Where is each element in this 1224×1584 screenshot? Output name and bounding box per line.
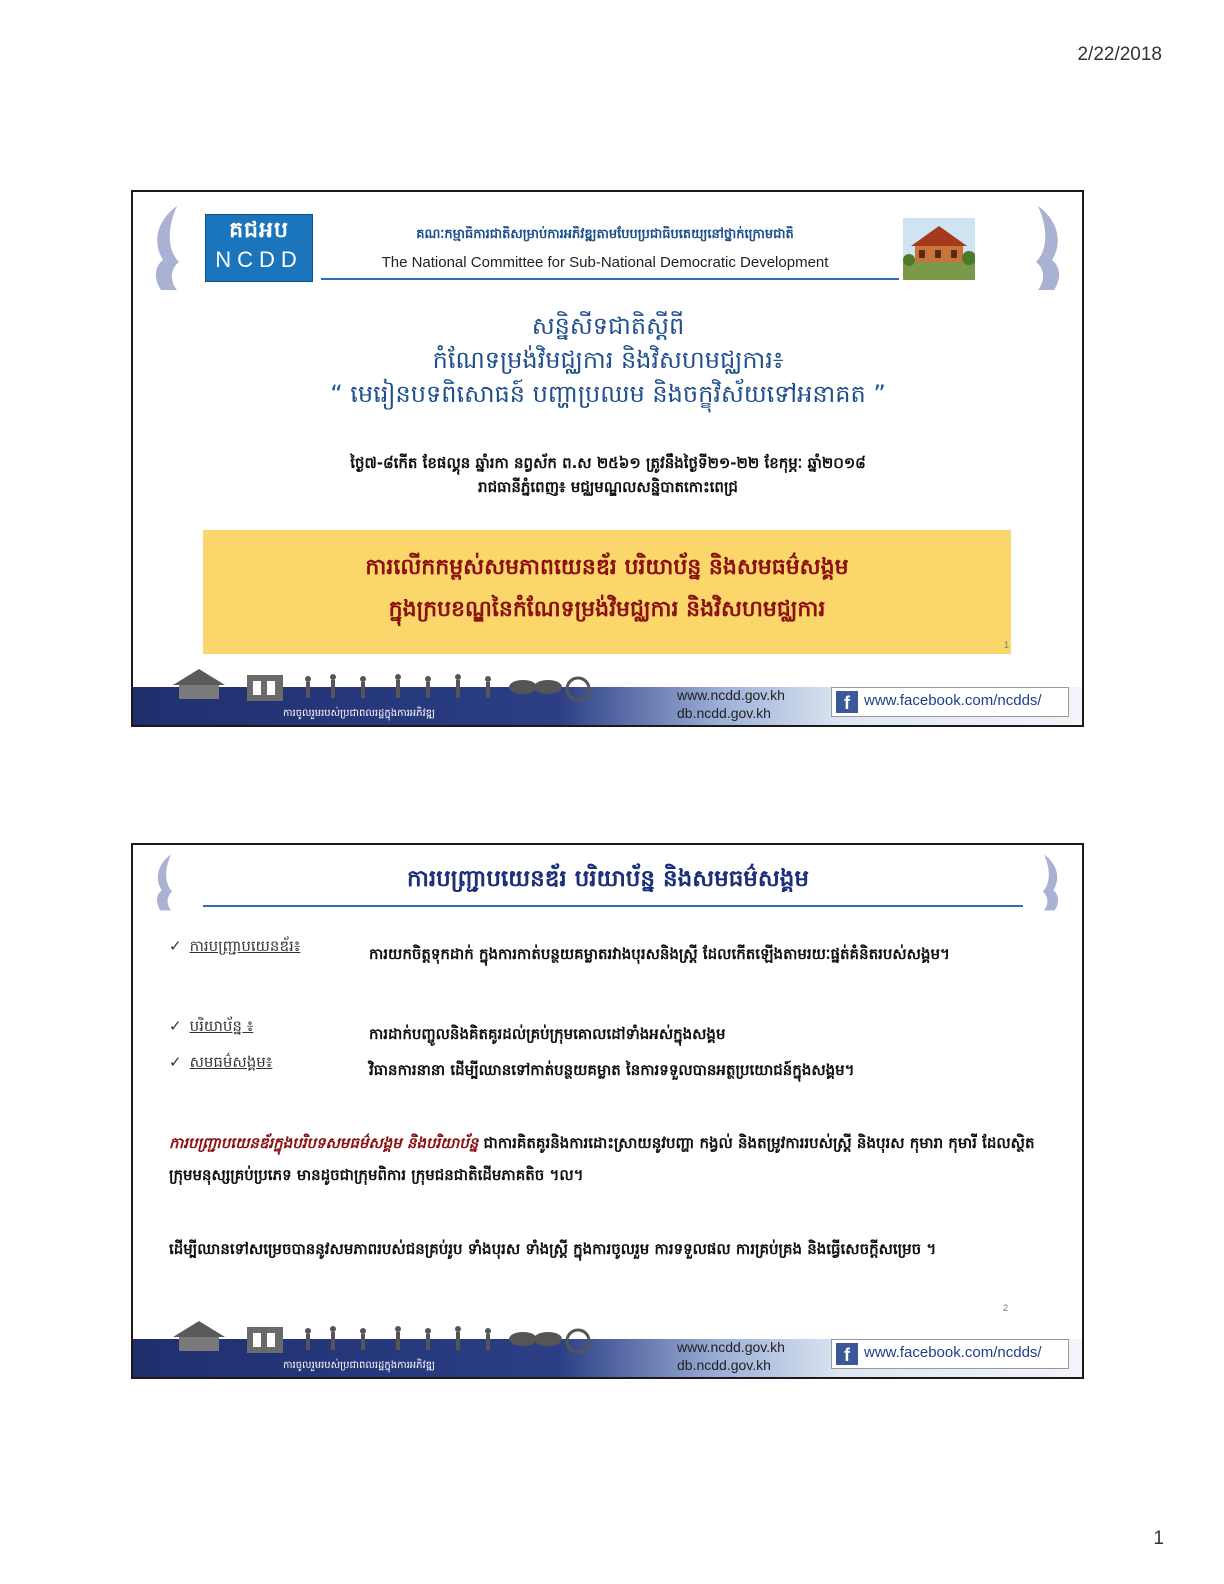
ornament-right-icon (1026, 204, 1068, 294)
facebook-link[interactable] (831, 687, 1069, 717)
page-date: 2/22/2018 (1077, 44, 1162, 65)
village-illustration-icon (173, 1315, 603, 1357)
village-illustration-icon (173, 663, 603, 705)
title-line-3: “ មេរៀនបទពិសោធន៍ បញ្ហាប្រឈម និងចក្ខុវិស័យទៅអនាគត ” (330, 380, 886, 408)
footer-slogan: ការចូលរួមរបស់ប្រជាពលរដ្ឋក្នុងការអភិវឌ្ឍ (283, 708, 435, 719)
facebook-url: www.facebook.com/ncdds/ (864, 692, 1042, 709)
footer-urls (677, 1338, 785, 1374)
header-rule (321, 278, 899, 280)
highlight-line-2: ក្នុងក្របខណ្ឌនៃកំណែទម្រង់វិមជ្ឈការ និងវិសហមជ្ឈការ (388, 597, 826, 622)
facebook-icon: f (836, 691, 858, 713)
org-name-km: គណៈកម្មាធិការជាតិសម្រាប់ការអភិវឌ្ឍតាមបែបប្រជាធិបតេយ្យនៅថ្នាក់ក្រោមជាតិ (416, 227, 794, 242)
title-line-2: កំណែទម្រង់វិមជ្ឈការ និងវិសហមជ្ឈការ៖ (432, 346, 784, 374)
footer-slogan: ការចូលរួមរបស់ប្រជាពលរដ្ឋក្នុងការអភិវឌ្ឍ (283, 1360, 435, 1371)
ncdd-logo (205, 214, 313, 282)
slide-footer (133, 663, 1082, 725)
term-label: ✓ ការបញ្ជ្រាបយេនឌ័រ៖ (169, 937, 301, 955)
term-label: ✓ បរិយាប័ន្ន ៖ (169, 1017, 254, 1035)
building-photo (903, 218, 975, 280)
ornament-left-icon (147, 853, 183, 913)
database-link[interactable]: db.ncdd.gov.kh (677, 1357, 771, 1373)
slide-title: ការបញ្ជ្រាបយេនឌ័រ បរិយាប័ន្ន និងសមធម៌សង្គម (406, 866, 809, 892)
facebook-icon: f (836, 1343, 858, 1365)
database-link[interactable]: db.ncdd.gov.kh (677, 705, 771, 721)
website-link[interactable]: www.ncdd.gov.kh (677, 687, 785, 703)
highlight-line-1: ការលើកកម្ពស់សមភាពយេនឌ័រ បរិយាប័ន្ន និងសមធម៌សង្គម (365, 555, 849, 580)
facebook-link[interactable] (831, 1339, 1069, 1369)
highlight-box (203, 530, 1011, 654)
footer-urls (677, 686, 785, 722)
slide-1 (131, 190, 1084, 727)
title-line-1: សន្និសីទជាតិស្តីពី (531, 312, 685, 340)
term-definition: ការយកចិត្តទុកដាក់ ក្នុងការកាត់បន្ថយគម្លាតរវាងបុរសនិងស្ត្រី ដែលកើតឡើងតាមរយៈផ្នត់គំនិតរបស់សង្គម។ (369, 945, 950, 963)
page-number: 1 (1153, 1528, 1164, 1549)
slide-2 (131, 843, 1084, 1379)
slide-footer (133, 1315, 1082, 1377)
slide-number: 1 (1003, 640, 1009, 650)
paragraph-2: ដើម្បីឈានទៅសម្រេចបាននូវសមភាពរបស់ជនគ្រប់រូប ទាំងបុរស ទាំងស្ត្រី ក្នុងការចូលរួម ការទទួលផល ការគ្រប់គ្រង និងធ្វើសេចក្តីសម្រេច ។ (169, 1240, 937, 1258)
website-link[interactable]: www.ncdd.gov.kh (677, 1339, 785, 1355)
ornament-right-icon (1032, 853, 1068, 913)
slide-number: 2 (1003, 1303, 1009, 1313)
term-definition: វិធានការនានា ដើម្បីឈានទៅកាត់បន្ថយគម្លាត នៃការទទួលបានអត្ថប្រយោជន៍ក្នុងសង្គម។ (369, 1061, 855, 1079)
checkmark-icon: ✓ (169, 937, 182, 955)
term-definition: ការដាក់បញ្ចូលនិងគិតគូរដល់គ្រប់ក្រុមគោលដៅទាំងអស់ក្នុងសង្គម (369, 1025, 726, 1043)
facebook-url: www.facebook.com/ncdds/ (864, 1344, 1042, 1361)
term-label: ✓ សមធម៌សង្គម៖ (169, 1053, 273, 1071)
ornament-left-icon (147, 204, 189, 294)
paragraph-1 (169, 1127, 1049, 1191)
subtitle-venue: រាជធានីភ្នំពេញ៖ មជ្ឈមណ្ឌលសន្និបាតកោះពេជ្រ (478, 478, 738, 496)
paragraph-1-emphasis: ការបញ្ជ្រាបយេនឌ័រក្នុងបរិបទសមធម៌សង្គម និងបរិយាប័ន្ន (169, 1134, 479, 1152)
checkmark-icon: ✓ (169, 1017, 182, 1035)
checkmark-icon: ✓ (169, 1053, 182, 1071)
logo-km: គជអប (229, 218, 289, 243)
logo-en: NCDD (215, 247, 303, 272)
subtitle-date: ថ្ងៃ៧-៨កើត ខែផល្គុន ឆ្នាំរកា នព្វស័ក ព.ស ២៥៦១ ត្រូវនឹងថ្ងៃទី២១-២២ ខែកុម្ភៈ ឆ្នាំ២០១៨ (350, 454, 866, 472)
title-rule (203, 905, 1023, 907)
paragraph-1-text: ជាការគិតគូរនិងការដោះស្រាយនូវបញ្ហា កង្វល់ និងតម្រូវការរបស់ស្ត្រី និងបុរស កុមារា កុមារី ដែលស្ថិតក្រុមមនុស្សគ្រប់ប្រភេទ មានដូចជាក្រុមពិការ ក្រុមជនជាតិដើមភាគតិច ។ល។ (169, 1134, 1035, 1184)
org-name-en: The National Committee for Sub-National Democratic Development (381, 254, 829, 271)
